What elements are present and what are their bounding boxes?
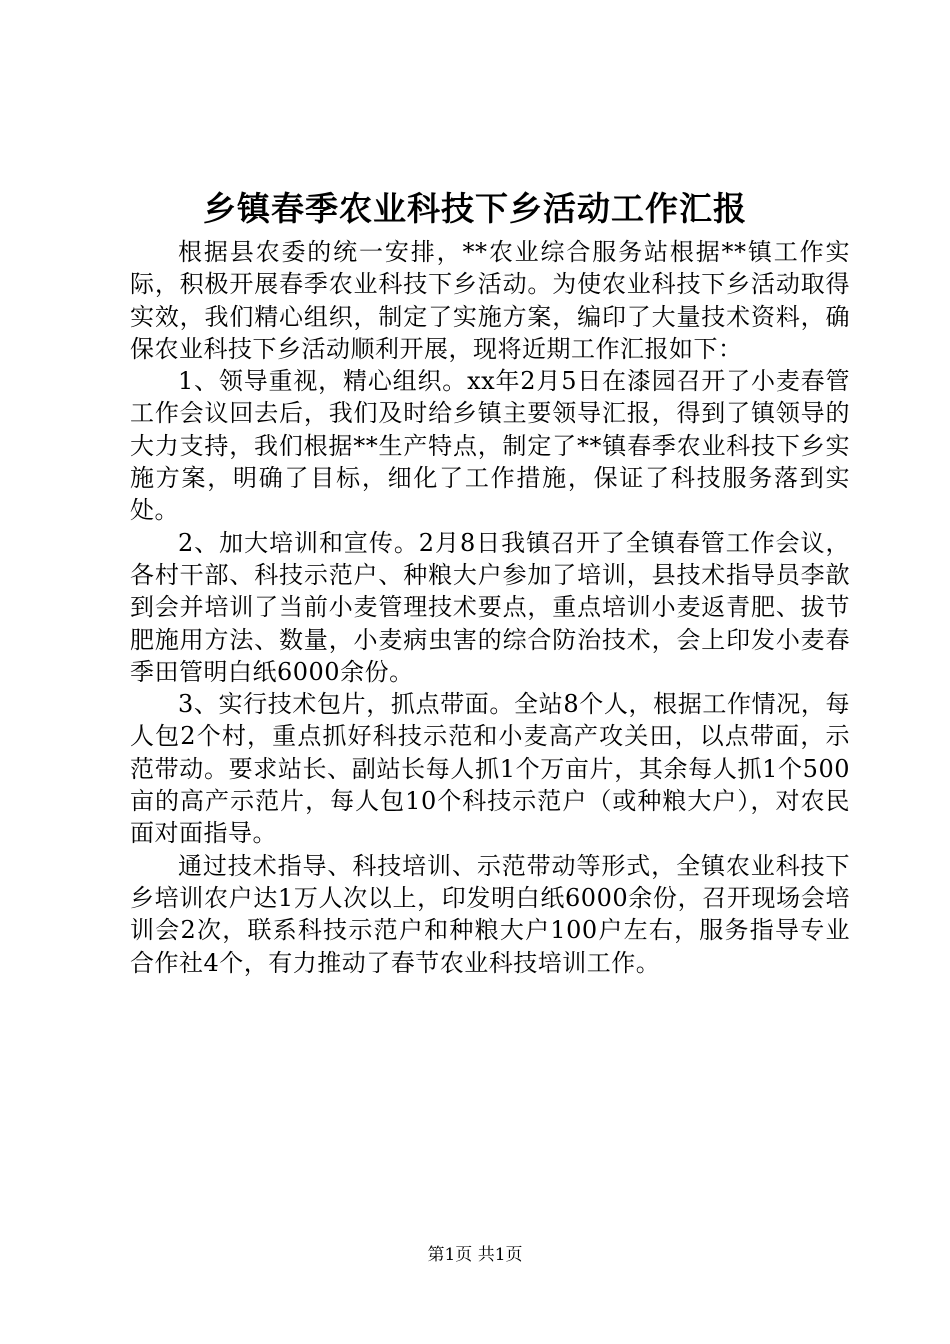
page-footer: 第1页 共1页: [427, 1245, 523, 1265]
paragraph-1: 1、领导重视，精心组织。xx年2月5日在漆园召开了小麦春管工作会议回去后，我们及时给乡镇主要领导汇报，得到了镇领导的大力支持，我们根据**生产特点，制定了**镇春季农业科技下乡实施方案，明确了目标，细化了工作措施，保证了科技服务落到实处。: [130, 367, 850, 525]
paragraph-3: 3、实行技术包片，抓点带面。全站8个人，根据工作情况，每人包2个村，重点抓好科技示范和小麦高产攻关田，以点带面，示范带动。要求站长、副站长每人抓1个万亩片，其余每人抓1个500亩的高产示范片，每人包10个科技示范户（或种粮大户），对农民面对面指导。: [130, 690, 850, 848]
paragraph-2: 2、加大培训和宣传。2月8日我镇召开了全镇春管工作会议，各村干部、科技示范户、种粮大户参加了培训，县技术指导员李歆到会并培训了当前小麦管理技术要点，重点培训小麦返青肥、拔节肥施用方法、数量，小麦病虫害的综合防治技术，会上印发小麦春季田管明白纸6000余份。: [130, 528, 850, 686]
paragraph-intro: 根据县农委的统一安排，**农业综合服务站根据**镇工作实际，积极开展春季农业科技下乡活动。为使农业科技下乡活动取得实效，我们精心组织，制定了实施方案，编印了大量技术资料，确保农业科技下乡活动顺利开展，现将近期工作汇报如下：: [130, 238, 850, 363]
paragraph-summary: 通过技术指导、科技培训、示范带动等形式，全镇农业科技下乡培训农户达1万人次以上，印发明白纸6000余份，召开现场会培训会2次，联系科技示范户和种粮大户100户左右，服务指导专业合作社4个，有力推动了春节农业科技培训工作。: [130, 851, 850, 977]
document-body: [130, 236, 850, 979]
document-title: 乡镇春季农业科技下乡活动工作汇报: [203, 189, 747, 228]
